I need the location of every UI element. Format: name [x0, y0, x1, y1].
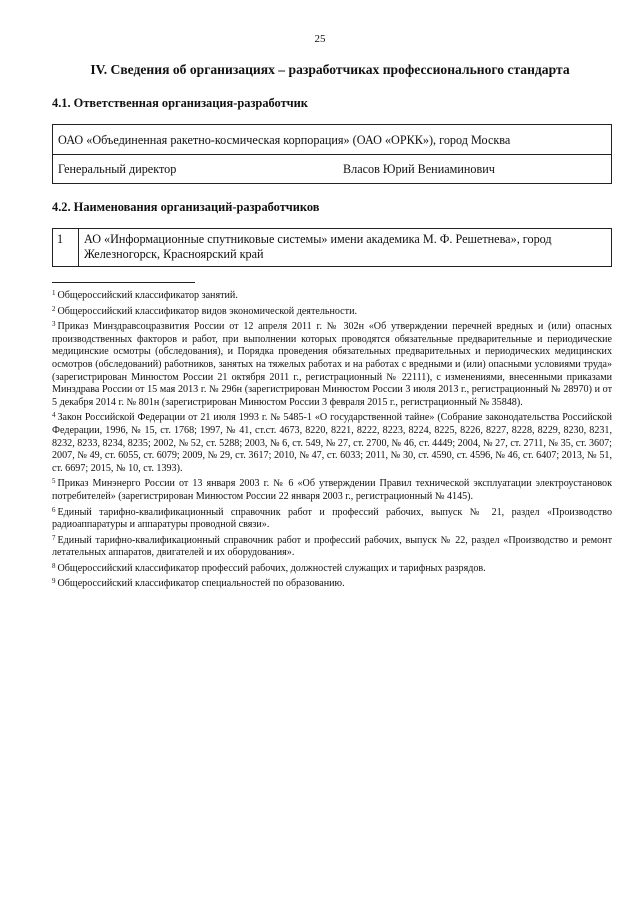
footnotes	[52, 287, 612, 591]
footnote-text: Общероссийский классификатор занятий.	[57, 290, 238, 301]
signatory-position: Генеральный директор	[58, 162, 177, 176]
section-title: IV. Сведения об организациях – разработчиках профессионального стандарта	[90, 62, 570, 77]
developer-org-name: АО «Информационные спутниковые системы» имени академика М. Ф. Решетнева», город Железногорск, Красноярский край	[84, 232, 552, 261]
footnote	[52, 575, 612, 591]
footnote	[52, 318, 612, 409]
footnote-number: 9	[52, 577, 56, 586]
footnote-text: Общероссийский классификатор специальностей по образованию.	[57, 578, 345, 590]
developer-orgs-heading: 4.2. Наименования организаций-разработчиков	[52, 200, 320, 214]
developer-org-number: 1	[53, 229, 79, 266]
footnote-text: Общероссийский классификатор видов экономической деятельности.	[57, 305, 357, 317]
responsible-org-table	[52, 124, 612, 184]
footnote-number: 4	[52, 411, 56, 420]
footnote-text: Единый тарифно-квалификационный справочник работ и профессий рабочих, выпуск № 22, раздел «Производство и ремонт летательных аппаратов, двигателей и их оборудования».	[52, 534, 612, 559]
footnote	[52, 287, 612, 303]
footnote-number: 6	[52, 505, 56, 514]
footnote-number: 2	[52, 304, 56, 313]
responsible-org-name: ОАО «Объединенная ракетно-космическая корпорация» (ОАО «ОРКК»), город Москва	[53, 125, 611, 155]
footnote-number: 1	[52, 289, 56, 297]
footnote-number: 3	[52, 320, 56, 329]
footnote	[52, 504, 612, 532]
footnote-text: Общероссийский классификатор профессий рабочих, должностей служащих и тарифных разрядов.	[57, 562, 486, 574]
footnote-text: Единый тарифно-квалификационный справочник работ и профессий рабочих, выпуск № 21, раздел «Производство радиоаппаратуры и аппаратуры проводной связи».	[52, 506, 612, 531]
footnote-text: Приказ Минэнерго России от 13 января 2003 г. № 6 «Об утверждении Правил технической эксплуатации электроустановок потребителей» (зарегистрирован Минюстом России 22 января 2003 г., регистрационный № 4145).	[52, 478, 612, 502]
footnote	[52, 409, 612, 475]
footnote	[52, 560, 612, 576]
footnote	[52, 475, 612, 503]
footnote	[52, 303, 612, 319]
footnote-number: 5	[52, 477, 56, 486]
signatory-row	[53, 155, 611, 183]
footnote-number: 7	[52, 533, 56, 542]
page-number: 25	[314, 33, 326, 45]
developer-org-row	[52, 228, 612, 267]
footnote-text: Приказ Минздравсоцразвития России от 12 апреля 2011 г. № 302н «Об утверждении перечней вредных и (или) опасных производственных факторов и работ, при выполнении которых проводятся обязательные предварительные и периодические медицинские осмотры (обследования), и Порядка проведения обязательных предварительных и периодических медицинских осмотров (обследований) работников, занятых на тяжелых работах и на работах с вредными и (или) опасными условиями труда» (зарегистрирован Минюстом России 21 октября 2011 г., регистрационный № 22111), с изменениями, внесенными приказами Минздрава России от 15 мая 2013 г. № 296н (зарегистрирован Минюстом России 3 июля 2013 г., регистрационный № 28970) и от 5 декабря 2014 г. № 801н (зарегистрирован Минюстом России 3 февраля 2015 г., регистрационный № 35848).	[52, 321, 612, 408]
footnote-text: Закон Российской Федерации от 21 июля 1993 г. № 5485-1 «О государственной тайне» (Собрание законодательства Российской Федерации, 1996, № 15, ст. 1768; 1997, № 41, ст.ст. 4673, 8220, 8221, 8222, 8223, 8224, 8225, 8226, 8227, 8228, 8229, 8230, 8231, 8232, 8233, 8234, 8235; 2002, № 52, ст. 5288; 2003, № 6, ст. 549, № 27, ст. 2700, № 46, ст. 4449; 2004, № 27, ст. 2711, № 35, ст. 3607; 2007, № 49, ст. 6055, ст. 6079; 2009, № 29, ст. 3617; 2010, № 47, ст. 6033; 2011, № 30, ст. 4590, ст. 4596, № 46, ст. 6407; 2013, № 51, ст. 6697; 2015, № 10, ст. 1393).	[52, 412, 612, 474]
footnote-number: 8	[52, 561, 56, 570]
footnote	[52, 532, 612, 560]
responsible-org-heading: 4.1. Ответственная организация-разработчик	[52, 96, 308, 110]
footnote-separator	[52, 282, 195, 283]
signatory-name: Власов Юрий Вениаминович	[343, 162, 495, 176]
